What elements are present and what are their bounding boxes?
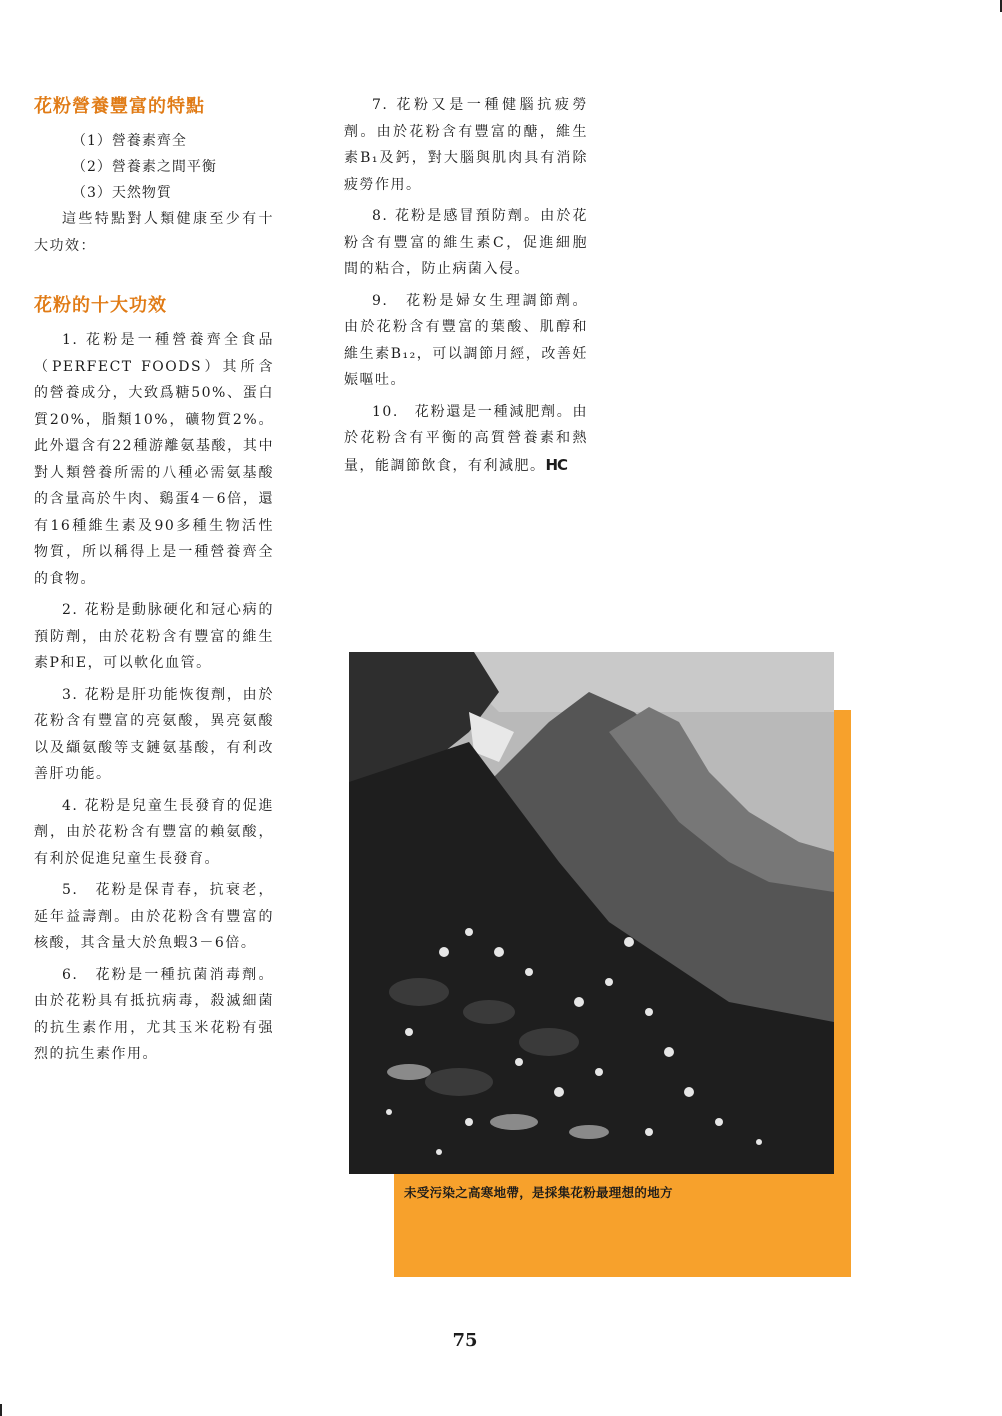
benefit-paragraph-7: 7. 花粉又是一種健腦抗疲勞劑。由於花粉含有豐富的醣，維生素B₁及鈣，對大腦與肌肉具有消除疲勞作用。 <box>344 97 588 193</box>
feature-item: （3）天然物質 <box>72 185 172 201</box>
right-column <box>344 92 588 484</box>
section-heading-features: 花粉營養豐富的特點 <box>34 96 205 117</box>
benefit-paragraph-3: 3. 花粉是肝功能恢復劑，由於花粉含有豐富的亮氨酸，異亮氨酸以及纈氨酸等支鏈氨基酸，有利改善肝功能。 <box>34 686 274 782</box>
benefit-paragraph-2: 2. 花粉是動脉硬化和冠心病的預防劑，由於花粉含有豐富的維生素P和E，可以軟化血管。 <box>34 602 274 671</box>
section-heading-benefits: 花粉的十大功效 <box>34 295 167 316</box>
benefit-paragraph-1: 1. 花粉是一種營養齊全食品（PERFECT FOODS）其所含的營養成分，大致爲糖50%、蛋白質20%，脂類10%，礦物質2%。此外還含有22種游離氨基酸，其中對人類營養所需的八種必需氨基酸的含量高於牛肉、鷄蛋4－6倍，還有16種維生素及90多種生物活性物質，所以稱得上是一種營養齊全的食物。 <box>34 332 274 587</box>
end-of-article-logo: HC <box>545 455 568 474</box>
benefit-paragraph-10-text: 10. 花粉還是一種減肥劑。由於花粉含有平衡的高質營養素和熱量，能調節飲食，有利減肥。 <box>344 403 588 474</box>
left-column <box>34 92 274 1073</box>
mountain-photo <box>349 652 834 1174</box>
scan-bottom-mark <box>0 1404 2 1416</box>
feature-item: （1）營養素齊全 <box>72 133 187 149</box>
benefit-paragraph-10 <box>344 399 588 480</box>
features-summary: 這些特點對人類健康至少有十大功效： <box>34 211 274 254</box>
feature-item: （2）營養素之間平衡 <box>72 159 217 175</box>
photo-caption: 未受污染之高寒地帶，是採集花粉最理想的地方 <box>404 1185 673 1200</box>
benefit-paragraph-4: 4. 花粉是兒童生長發育的促進劑，由於花粉含有豐富的賴氨酸，有利於促進兒童生長發育。 <box>34 797 274 867</box>
benefit-paragraph-8: 8. 花粉是感冒預防劑。由於花粉含有豐富的維生素C，促進細胞間的粘合，防止病菌入侵。 <box>344 208 588 277</box>
benefit-paragraph-5: 5. 花粉是保青春，抗衰老，延年益壽劑。由於花粉含有豐富的核酸，其含量大於魚蝦3－6倍。 <box>34 882 274 951</box>
mountain-landscape-image <box>349 652 834 1174</box>
page-number: 75 <box>452 1330 478 1351</box>
benefit-paragraph-9: 9. 花粉是婦女生理調節劑。由於花粉含有豐富的葉酸、肌醇和維生素B₁₂，可以調節月經，改善妊娠嘔吐。 <box>344 292 588 388</box>
benefit-paragraph-6: 6. 花粉是一種抗菌消毒劑。由於花粉具有抵抗病毒，殺滅細菌的抗生素作用，尤其玉米花粉有强烈的抗生素作用。 <box>34 966 274 1062</box>
